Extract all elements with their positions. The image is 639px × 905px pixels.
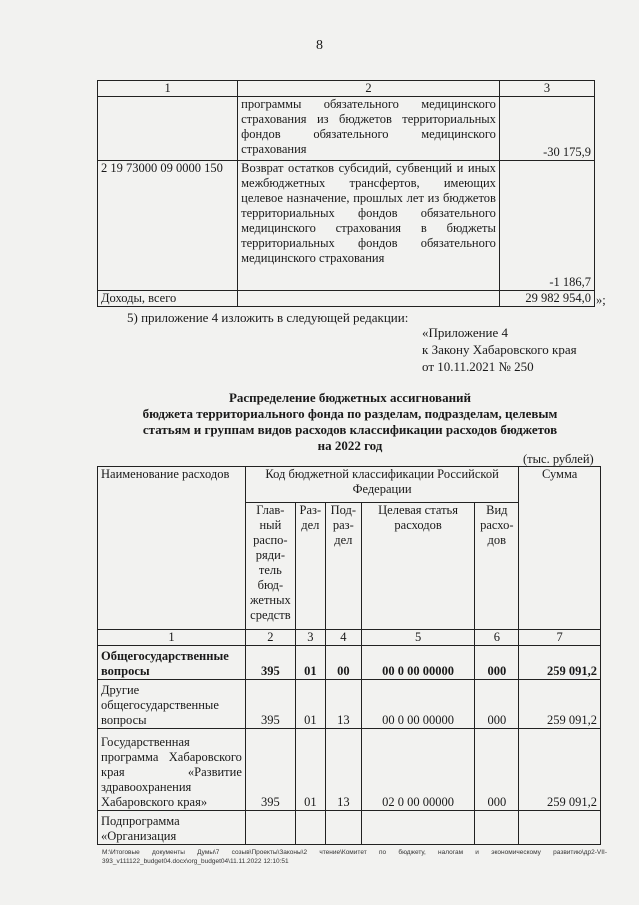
header-name: Наименование расходов [98,467,246,630]
title-line-1: Распределение бюджетных ассигнований [228,390,472,405]
row-text: программы обязательного медицинского страхования из бюджетов территориальных фондов обязательного медицинского страхования [238,97,500,161]
title-line-4: на 2022 год [317,438,383,453]
total-label: Доходы, всего [98,291,238,307]
row-razdel: 01 [295,729,325,811]
header-code-group: Код бюджетной классификации Российской Федерации [245,467,518,503]
table-row [98,729,601,811]
row-code [98,97,238,161]
col-number: 6 [475,630,519,646]
row-glav [245,811,295,845]
row-sum: 259 091,2 [519,646,601,680]
table-header-row [98,81,595,97]
table-header-row [98,467,601,503]
appendix-line-3: от 10.11.2021 № 250 [422,359,534,374]
row-podrazdel: 13 [325,680,361,729]
header-vid: Вид расхо-дов [475,503,519,630]
col-number: 4 [325,630,361,646]
col-number: 5 [361,630,475,646]
appendix-reference [422,324,577,375]
row-vid [475,811,519,845]
row-sum [519,811,601,845]
table-row [98,97,595,161]
units-label: (тыс. рублей) [523,452,594,466]
row-glav: 395 [245,729,295,811]
table-total-row [98,291,595,307]
total-empty [238,291,500,307]
amendment-paragraph: 5) приложение 4 изложить в следующей редакции: [127,310,409,325]
row-csr: 02 0 00 00000 [361,729,475,811]
row-code: 2 19 73000 09 0000 150 [98,161,238,291]
header-glav: Глав-ный распо-ряди-тель бюд-жетных средств [245,503,295,630]
table-row [98,680,601,729]
row-vid: 000 [475,680,519,729]
col-number: 7 [519,630,601,646]
row-name: Общегосударственные вопросы [98,646,246,680]
appendix-line-1: «Приложение 4 [422,325,509,340]
table-row [98,161,595,291]
row-glav: 395 [245,646,295,680]
page-number: 8 [316,38,323,53]
col-number: 3 [295,630,325,646]
title-line-2: бюджета территориального фонда по разделам, подразделам, целевым [142,406,558,421]
table-row [98,811,601,845]
header-col-2: 2 [238,81,500,97]
row-name: Подпрограмма «Организация [98,811,246,845]
row-razdel: 01 [295,680,325,729]
table-row [98,646,601,680]
total-amount: 29 982 954,0 [499,291,594,307]
header-sum: Сумма [519,467,601,630]
header-col-1: 1 [98,81,238,97]
row-vid: 000 [475,646,519,680]
col-number: 1 [98,630,246,646]
col-number: 2 [245,630,295,646]
title-line-3: статьям и группам видов расходов классификации расходов бюджетов [142,422,558,437]
row-razdel [295,811,325,845]
row-glav: 395 [245,680,295,729]
revenue-table-continued [97,80,595,307]
header-razdel: Раз-дел [295,503,325,630]
header-col-3: 3 [499,81,594,97]
row-podrazdel: 00 [325,646,361,680]
header-podrazdel: Под-раз-дел [325,503,361,630]
row-amount: -1 186,7 [499,161,594,291]
row-razdel: 01 [295,646,325,680]
row-vid: 000 [475,729,519,811]
row-text: Возврат остатков субсидий, субвенций и иных межбюджетных трансфертов, имеющих целевое назначение, прошлых лет из бюджетов территориальных фондов обязательного медицинского страхования в бюджеты территориальных фондов обязательного медицинского страхования [238,161,500,291]
row-podrazdel: 13 [325,729,361,811]
document-title [100,390,600,454]
row-name: Государственная программа Хабаровского края «Развитие здравоохранения Хабаровского края» [98,729,246,811]
row-name: Другие общегосударственные вопросы [98,680,246,729]
row-amount: -30 175,9 [499,97,594,161]
file-path-footer: М:\Итоговые документы Думы\7 созыв\Проекты\Законы\2 чтение\Комитет по бюджету, налогам и экономическому развитию\др2-VII-393_v111122_budget04.docx\org_budget04\11.11.2022 12:10:51 [102,849,607,865]
row-sum: 259 091,2 [519,680,601,729]
appendix-line-2: к Закону Хабаровского края [422,342,577,357]
row-csr [361,811,475,845]
closing-quote: »; [596,293,606,307]
header-csr: Целевая статья расходов [361,503,475,630]
row-csr: 00 0 00 00000 [361,680,475,729]
budget-allocation-table [97,466,601,845]
row-sum: 259 091,2 [519,729,601,811]
row-podrazdel [325,811,361,845]
column-number-row [98,630,601,646]
row-csr: 00 0 00 00000 [361,646,475,680]
